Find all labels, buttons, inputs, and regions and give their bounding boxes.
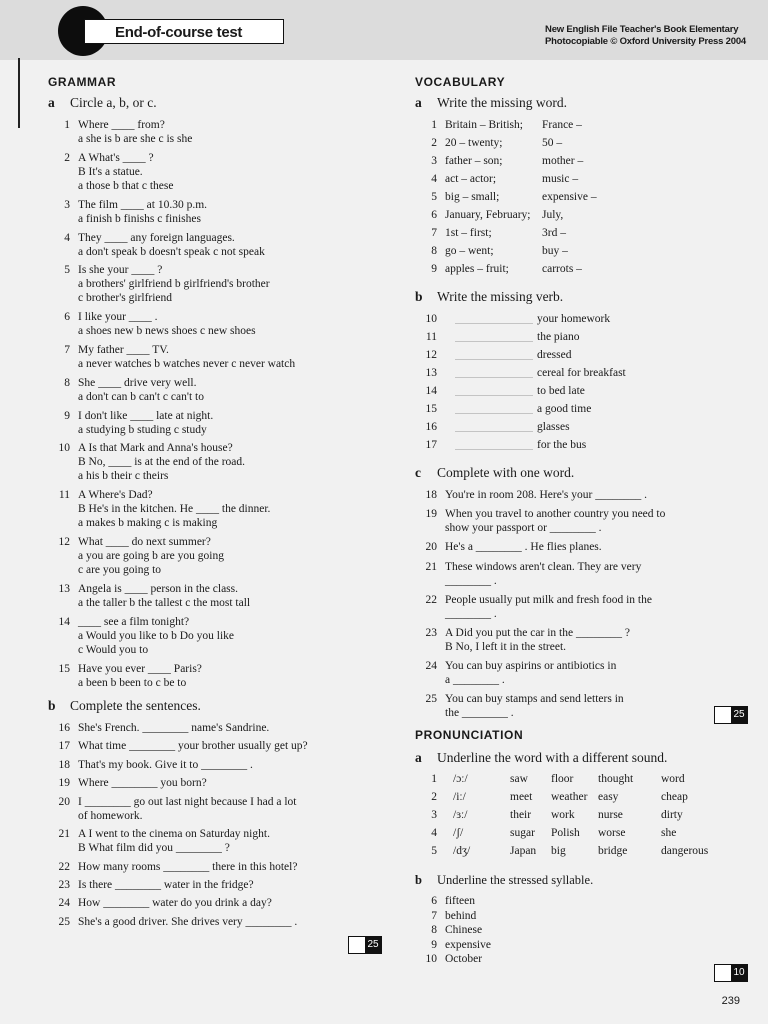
question-number: 8 [431,245,437,257]
pron-a-letter: a [415,750,422,765]
question-number: 10 [58,442,70,455]
question-number: 7 [64,344,70,356]
question-line[interactable]: B It's a statue. [78,165,143,178]
pronunciation-score: 10 [731,965,747,981]
question-number: 9 [431,938,437,951]
pron-a-instruction [415,750,667,766]
question-line[interactable]: of homework. [78,809,143,822]
question-line[interactable]: Where ____ from? [78,119,165,131]
question-line[interactable]: a don't speak b doesn't speak c not speak [78,245,265,258]
question-line[interactable]: I like your ____ . [78,311,158,324]
pron-word[interactable]: their [510,809,532,821]
question-text [78,662,202,690]
pron-word[interactable]: word [661,773,685,785]
question-number: 11 [425,331,437,343]
question-text [78,376,204,404]
vocab-right[interactable]: 50 – [542,137,563,149]
vocabulary-score-box[interactable] [714,706,748,724]
pron-word[interactable]: weather [551,791,588,803]
question-line[interactable]: the ________ . [445,707,514,720]
grammar-score-box[interactable] [348,936,382,954]
vocab-right[interactable]: expensive – [542,191,597,203]
question-line[interactable]: I ________ go out last night because I had a lot [78,795,297,808]
sound-symbol: /ɔː/ [453,773,468,785]
question-text [78,198,207,226]
vocab-verb-text: to bed late [537,385,585,397]
pron-word[interactable]: cheap [661,791,688,803]
question-line[interactable]: a ________ . [445,674,505,687]
question-number: 19 [425,508,437,521]
vocab-verb-text: your homework [537,313,611,325]
stress-word[interactable]: Chinese [445,924,483,936]
stress-word[interactable]: October [445,953,483,965]
question-number: 2 [431,791,437,803]
question-number: 3 [431,155,437,167]
vocab-c-instruction [415,465,574,481]
question-number: 18 [58,758,70,771]
grammar-b-text: Complete the sentences. [70,698,201,713]
vocabulary-score: 25 [731,707,747,723]
question-number: 14 [425,385,437,397]
question-line[interactable]: A What's ____ ? [78,151,154,164]
question-number: 23 [58,879,70,891]
vocab-right[interactable]: music – [542,173,579,185]
vocab-right[interactable]: France – [542,119,582,131]
question-number: 19 [58,777,70,790]
grammar-a-letter: a [48,95,55,110]
question-number: 10 [425,953,437,965]
question-line[interactable]: Is there ________ water in the fridge? [78,879,254,891]
question-line[interactable]: a brothers' girlfriend b girlfriend's brother [78,278,270,291]
question-number: 15 [425,403,437,415]
vocab-left: go – went; [445,245,494,257]
question-line[interactable]: ____ see a film tonight? [78,615,190,628]
question-line[interactable]: You can buy stamps and send letters in [445,693,624,706]
question-number: 13 [425,367,437,379]
question-text [78,343,295,371]
question-number: 12 [425,349,437,361]
vocab-left: father – son; [445,155,503,167]
vocab-right[interactable]: 3rd – [542,227,566,239]
question-number: 9 [64,409,70,422]
question-number: 4 [64,231,70,244]
vocab-left: Britain – British; [445,119,523,131]
question-line[interactable]: show your passport or ________ . [445,522,602,535]
grammar-score: 25 [365,937,381,953]
question-number: 21 [58,828,70,841]
question-number: 25 [425,693,437,706]
grammar-a-instruction [48,95,157,111]
question-number: 6 [431,209,437,221]
question-number: 13 [58,583,70,596]
question-number: 5 [64,264,70,277]
question-number: 16 [58,722,70,734]
question-number: 11 [58,489,70,502]
vocab-a-text: Write the missing word. [437,95,567,110]
question-text [78,582,250,610]
question-line[interactable]: These windows aren't clean. They are very [445,560,642,573]
question-number: 5 [431,191,437,203]
question-number: 7 [431,909,437,922]
question-line[interactable]: a been b been to c be to [78,676,187,689]
question-line[interactable]: Is she your ____ ? [78,264,163,277]
pron-word[interactable]: meet [510,791,533,803]
question-line[interactable]: A Where's Dad? [78,489,153,502]
question-line[interactable]: She's French. ________ name's Sandrine. [78,722,270,734]
question-line[interactable]: How ________ water do you drink a day? [78,897,272,910]
grammar-b-instruction [48,698,201,714]
pronunciation-score-box[interactable] [714,964,748,982]
question-line[interactable]: They ____ any foreign languages. [78,231,235,244]
pron-word[interactable]: Japan [510,845,537,857]
question-text [78,118,192,146]
question-text [78,776,207,790]
question-text [445,560,641,588]
question-line[interactable]: When you travel to another country you need to [445,508,666,521]
question-line[interactable]: What ____ do next summer? [78,536,211,549]
vocab-a-letter: a [415,95,422,110]
question-number: 24 [58,897,70,910]
answer-blank[interactable] [455,366,533,378]
grammar-heading: GRAMMAR [48,75,117,89]
question-text [78,795,296,823]
question-line[interactable]: That's my book. Give it to ________ . [78,758,253,771]
question-line[interactable]: a his b their c theirs [78,470,169,483]
question-line[interactable]: a makes b making c is making [78,517,218,530]
vocab-left: apples – fruit; [445,263,509,275]
question-number: 14 [58,615,70,628]
grammar-b-letter: b [48,698,56,713]
pron-word[interactable]: dangerous [661,845,709,857]
question-line[interactable]: a shoes new b news shoes c new shoes [78,325,256,338]
vocab-left: 20 – twenty; [445,137,503,149]
question-number: 2 [64,151,70,164]
question-number: 22 [58,860,70,873]
pron-word[interactable]: work [551,809,575,821]
question-number: 21 [425,560,437,573]
vocabulary-heading: VOCABULARY [415,75,506,89]
question-line[interactable]: c are you going to [78,564,162,577]
question-line[interactable]: What time ________ your brother usually get up? [78,740,308,753]
question-line[interactable]: People usually put milk and fresh food in the [445,593,652,606]
sound-symbol: /iː/ [453,791,466,803]
vocab-c-text: Complete with one word. [437,465,575,480]
vocab-c-letter: c [415,465,421,480]
vocab-a-instruction [415,95,567,111]
page-title: End-of-course test [84,19,284,44]
question-line[interactable]: A Did you put the car in the ________ ? [445,627,630,639]
question-line[interactable]: A I went to the cinema on Saturday night. [78,828,270,841]
question-number: 24 [425,660,437,673]
question-line[interactable]: a Would you like to b Do you like [78,629,235,642]
page-number: 239 [721,995,740,1007]
question-number: 22 [425,593,437,606]
question-text [78,310,256,338]
pron-word[interactable]: worse [598,827,626,839]
pron-a-text: Underline the word with a different sound. [437,750,668,765]
sound-symbol: /ʃ/ [453,827,464,839]
question-line[interactable]: ________ . [445,574,497,587]
pron-word[interactable]: Polish [551,827,580,839]
pron-b-instruction [415,873,593,888]
question-text [78,615,234,657]
question-number: 1 [431,119,437,131]
vocab-verb-text: glasses [537,421,570,433]
question-number: 4 [431,827,437,839]
stress-word[interactable]: behind [445,909,477,922]
question-line[interactable]: a she is b are she c is she [78,133,193,145]
question-line[interactable]: a the taller b the tallest c the most tall [78,597,251,610]
vocab-b-text: Write the missing verb. [437,289,564,304]
vocab-verb-text: cereal for breakfast [537,367,626,379]
question-number: 25 [58,915,70,928]
question-line[interactable]: Have you ever ____ Paris? [78,662,202,675]
pron-b-text: Underline the stressed syllable. [437,873,594,887]
vocab-verb-text: dressed [537,349,572,361]
question-text [78,721,269,735]
publisher-line-2: Photocopiable © Oxford University Press 2004 [545,36,746,47]
pron-word[interactable]: nurse [598,809,623,821]
question-text [78,878,254,892]
publisher-line-1: New English File Teacher's Book Elementary [545,24,739,35]
question-line[interactable]: B No, ____ is at the end of the road. [78,456,246,469]
question-text [78,151,173,193]
question-number: 20 [58,795,70,808]
stress-word[interactable]: expensive [445,938,491,951]
vocab-right[interactable]: carrots – [542,263,582,275]
vocab-right[interactable]: July, [542,209,564,221]
question-text [78,827,270,855]
question-text [445,626,630,654]
pron-word[interactable]: saw [510,773,528,785]
question-line[interactable]: B No, I left it in the street. [445,641,567,653]
question-line[interactable]: c brother's girlfriend [78,292,173,305]
question-text [78,488,270,530]
question-number: 16 [425,421,437,433]
question-line[interactable]: ________ . [445,607,497,620]
question-number: 6 [64,311,70,324]
vocab-verb-text: for the bus [537,439,587,451]
answer-blank[interactable] [455,312,533,324]
question-text [445,659,616,687]
question-line[interactable]: B What film did you ________ ? [78,842,230,855]
question-number: 20 [425,541,437,554]
question-number: 10 [425,313,437,325]
pron-word[interactable]: dirty [661,809,683,821]
grammar-a-text: Circle a, b, or c. [70,95,157,110]
question-line[interactable]: I don't like ____ late at night. [78,409,214,422]
question-line[interactable]: a never watches b watches never c never watch [78,358,296,370]
question-text [78,915,297,929]
answer-blank[interactable] [455,384,533,396]
question-line[interactable]: She ____ drive very well. [78,376,197,389]
question-number: 8 [64,376,70,389]
sound-symbol: /dʒ/ [453,845,471,857]
question-line[interactable]: Where ________ you born? [78,777,207,790]
pron-word[interactable]: sugar [510,827,535,839]
pron-word[interactable]: easy [598,791,619,803]
question-text [445,488,647,502]
publisher-info [545,24,746,48]
question-line[interactable]: She's a good driver. She drives very ________ . [78,915,298,928]
binding-edge [18,58,20,128]
question-number: 2 [431,137,437,149]
vocab-left: January, February; [445,209,531,221]
question-number: 3 [431,809,437,821]
question-line[interactable]: My father ____ TV. [78,344,169,356]
question-number: 17 [58,740,70,753]
question-number: 18 [425,489,437,501]
question-text [445,692,624,720]
answer-blank[interactable] [455,438,533,450]
question-number: 1 [64,119,70,131]
question-line[interactable]: a studying b studing c study [78,423,207,436]
question-line[interactable]: Angela is ____ person in the class. [78,583,239,596]
stress-word[interactable]: fifteen [445,895,476,907]
pron-word[interactable]: big [551,845,566,857]
question-line[interactable]: You can buy aspirins or antibiotics in [445,660,617,673]
question-text [78,441,245,483]
question-number: 6 [431,895,437,907]
pron-word[interactable]: she [661,827,677,839]
question-line[interactable]: A Is that Mark and Anna's house? [78,442,233,455]
vocab-left: act – actor; [445,173,497,185]
question-line[interactable]: a those b that c these [78,179,174,192]
question-number: 17 [425,439,437,451]
vocab-verb-text: a good time [537,403,592,415]
question-line[interactable]: a don't can b can't c can't to [78,390,204,403]
vocab-left: 1st – first; [445,227,492,239]
vocab-right[interactable]: buy – [542,245,568,257]
question-number: 15 [58,662,70,675]
vocab-left: big – small; [445,191,500,203]
question-line[interactable]: The film ____ at 10.30 p.m. [78,198,208,211]
question-number: 5 [431,845,437,857]
question-line[interactable]: You're in room 208. Here's your ________ . [445,489,647,501]
question-text [78,409,213,437]
vocab-verb-text: the piano [537,331,580,343]
question-text [78,758,253,772]
sound-symbol: /ɜː/ [453,809,468,821]
vocab-b-instruction [415,289,563,305]
question-text [78,739,308,753]
question-text [78,896,272,910]
question-line[interactable]: a finish b finishs c finishes [78,212,201,225]
question-text [445,507,665,535]
question-number: 3 [64,198,70,211]
question-text [78,231,265,259]
vocab-b-letter: b [415,289,423,304]
question-text [445,593,652,621]
pron-b-letter: b [415,873,422,887]
answer-blank[interactable] [455,402,533,414]
answer-blank[interactable] [455,420,533,432]
pron-word[interactable]: bridge [598,845,628,857]
answer-blank[interactable] [455,330,533,342]
vocab-right[interactable]: mother – [542,155,584,167]
pronunciation-heading: PRONUNCIATION [415,728,524,742]
question-text [78,860,297,874]
question-line[interactable]: How many rooms ________ there in this hotel? [78,860,298,873]
question-text [78,535,224,577]
question-line[interactable]: He's a ________ . He flies planes. [445,541,602,554]
question-text [78,263,270,305]
question-line[interactable]: B He's in the kitchen. He ____ the dinner. [78,503,271,516]
question-number: 12 [58,536,70,549]
question-line[interactable]: a you are going b are you going [78,550,224,563]
question-number: 4 [431,173,437,185]
answer-blank[interactable] [455,348,533,360]
pron-word[interactable]: thought [598,773,634,785]
question-number: 23 [425,627,437,639]
question-number: 9 [431,263,437,275]
question-number: 7 [431,227,437,239]
question-number: 1 [431,773,437,785]
question-number: 8 [431,924,437,936]
pron-word[interactable]: floor [551,773,574,785]
question-text [445,540,602,554]
question-line[interactable]: c Would you to [78,643,149,656]
